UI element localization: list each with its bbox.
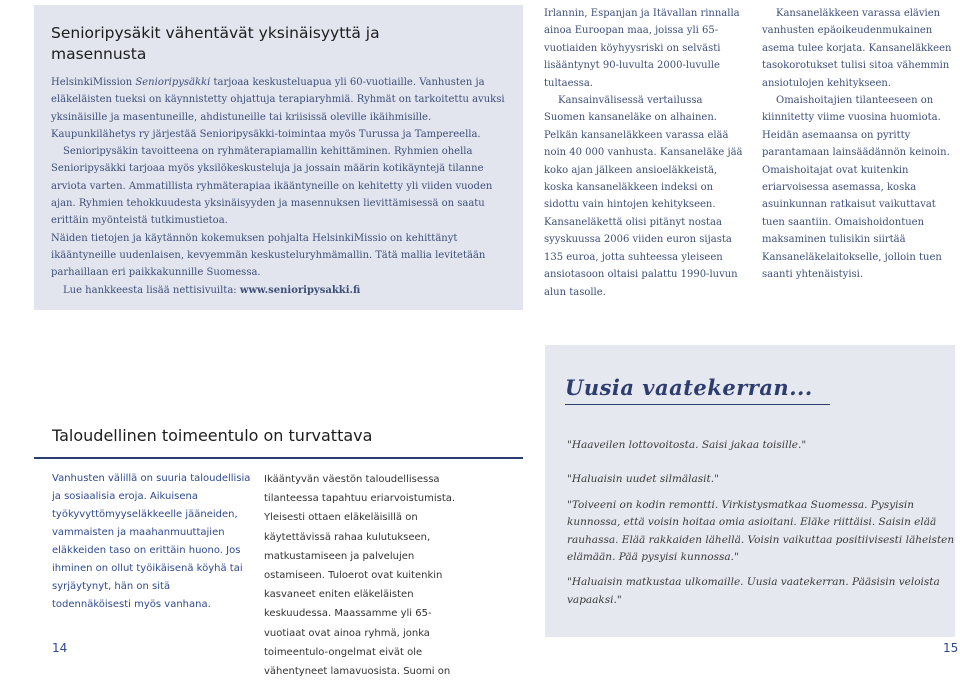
- box-paragraph-2: Senioripysäkin tavoitteena on ryhmäterapiamallin kehittäminen. Ryhmien ohella Senioripysäkki tarjoaa myös yksilökeskusteluja ja jossain määrin kotikäyntejä tilanne arviota varten. Ammatillista ryhmäterapiaa ikääntyneille on kehitetty yli viiden vuoden ajan. Ryhmien tehokkuudesta yksinäisyyden ja masennuksen lievittämisessä on saatu erittäin myönteistä tutkimustietoa.: [51, 146, 493, 227]
- column-right-paragraph-1: Kansaneläkkeen varassa elävien vanhusten epäoikeudenmukainen asema tulee korjata. Kansaneläkkeen tasokorotukset tulisi sitoa vähemmin ansiotulojen kehitykseen.: [762, 8, 952, 89]
- wishes-note: [545, 345, 955, 637]
- column-right: [762, 5, 958, 284]
- page-number-right: 15: [943, 641, 959, 655]
- section-body-text: Ikääntyvän väestön taloudellisessa tilanteessa tapahtuu eriarvoistumista. Yleisesti ottaen eläkeläisillä on käytettävissä rahaa kulutukseen, matkustamiseen ja palvelujen ostamiseen. Tuloerot ovat kuitenkin kasvaneet eniten eläkeläisten keskuudessa. Maassamme yli 65-vuotiaat ovat ainoa ryhmä, jonka toimeentulo-ongelmat eivät ole vähentyneet lamavuosista. Suomi on: [264, 474, 456, 678]
- box-p1-italic: Senioripysäkki: [135, 77, 211, 88]
- column-middle-paragraph-2: Kansainvälisessä vertailussa Suomen kansaneläke on alhainen. Pelkän kansaneläkkeen varassa elää noin 40 000 vanhusta. Kansaneläke jää koko ajan jälkeen ansioeläkkeistä, koska kansaneläkkeen indeksi on sidottu vain hintojen kehitykseen. Kansaneläkettä olisi pitänyt nostaa syyskuussa 2006 viiden euron sijasta 135 euroa, jotta suhteessa yleiseen ansiotasoon oltaisi palattu 1990-luvun alun tasolle.: [544, 95, 743, 298]
- box-p1-a: HelsinkiMission: [51, 77, 136, 88]
- box-paragraph-1: [51, 74, 507, 143]
- section-lead-text: Vanhusten välillä on suuria taloudellisia ja sosiaalisia eroja. Aikuisena työkyvyttömyyseläkkeelle jääneiden, vammaisten ja maahanmuuttajien eläkkeiden taso on erittäin huono. Jos ihminen on ollut työikäisenä köyhä tai syrjäytynyt, hän on sitä todennäköisesti myös vanhana.: [52, 473, 251, 610]
- box-p4-text: Lue hankkeesta lisää nettisivuilta:: [63, 284, 240, 296]
- column-middle: [544, 5, 744, 301]
- senioripysakki-box: [34, 5, 523, 310]
- box-paragraph-4: [51, 282, 507, 299]
- box-body: [51, 74, 507, 299]
- quote-2: "Haluaisin uudet silmälasit.": [567, 473, 719, 486]
- column-right-paragraph-2: Omaishoitajien tilanteeseen on kiinnitetty viime vuosina huomiota. Heidän asemaansa on pyritty parantamaan lainsäädännön keinoin. Omaishoitajat ovat kuitenkin eriarvoisessa asemassa, koska asuinkunnan ratkaisut vaikuttavat tuen saantiin. Omaishoidontuen maksaminen tulisikin siirtää Kansaneläkelaitokselle, jolloin tuen saanti yhtenäistyisi.: [762, 95, 950, 281]
- quote-4: "Haluaisin matkustaa ulkomaille. Uusia vaatekerran. Pääsisin veloista vapaaksi.": [567, 576, 940, 606]
- box-paragraph-3: Näiden tietojen ja käytännön kokemuksen pohjalta HelsinkiMissio on kehittänyt ikääntyneille uudenlaisen, kevyemmän keskusteluryhmämallin. Tätä mallia levitetään parhaillaan eri paikkakunnille Suomessa.: [51, 232, 486, 279]
- section-rule: [34, 457, 523, 459]
- page-number-left: 14: [52, 641, 68, 655]
- box-title: Senioripysäkit vähentävät yksinäisyyttä ja masennusta: [51, 24, 380, 63]
- note-underline: [565, 404, 830, 405]
- box-p1-c: tarjoaa keskusteluapua yli 60-vuotiaille. Vanhusten ja eläkeläisten tueksi on käynnistetty ohjattuja terapiaryhmiä. Ryhmät on tarkoitettu avuksi yksinäisille ja masentuneille, ahdistuneille tai kriisissä oleville ikäihmisille. Kaupunkilähetys ry järjestää Senioripysäkki-toimintaa myös Turussa ja Tampereella.: [51, 77, 505, 140]
- website-link[interactable]: www.senioripysakki.fi: [239, 284, 361, 296]
- quote-3: "Toiveeni on kodin remontti. Virkistysmatkaa Suomessa. Pysyisin kunnossa, että voisin hoitaa omia asioitani. Eläke riittäisi. Saisin elää rauhassa. Elää rakkaiden lähellä. Voisin vaikuttaa positiivisesti läheisten elämään. Pää pysyisi kunnossa.": [567, 498, 955, 564]
- quotes-list: [567, 437, 957, 626]
- quote-1: "Haaveilen lottovoitosta. Saisi jakaa toisille.": [567, 439, 807, 451]
- column-middle-paragraph-1: Irlannin, Espanjan ja Itävallan rinnalla ainoa Euroopan maa, joissa yli 65-vuotiaiden köyhyysriski on selvästi lisääntynyt 90-luvulta 2000-luvulle tultaessa.: [544, 8, 740, 89]
- section-heading: Taloudellinen toimeentulo on turvattava: [52, 426, 373, 445]
- note-title: Uusia vaatekerran...: [565, 375, 813, 400]
